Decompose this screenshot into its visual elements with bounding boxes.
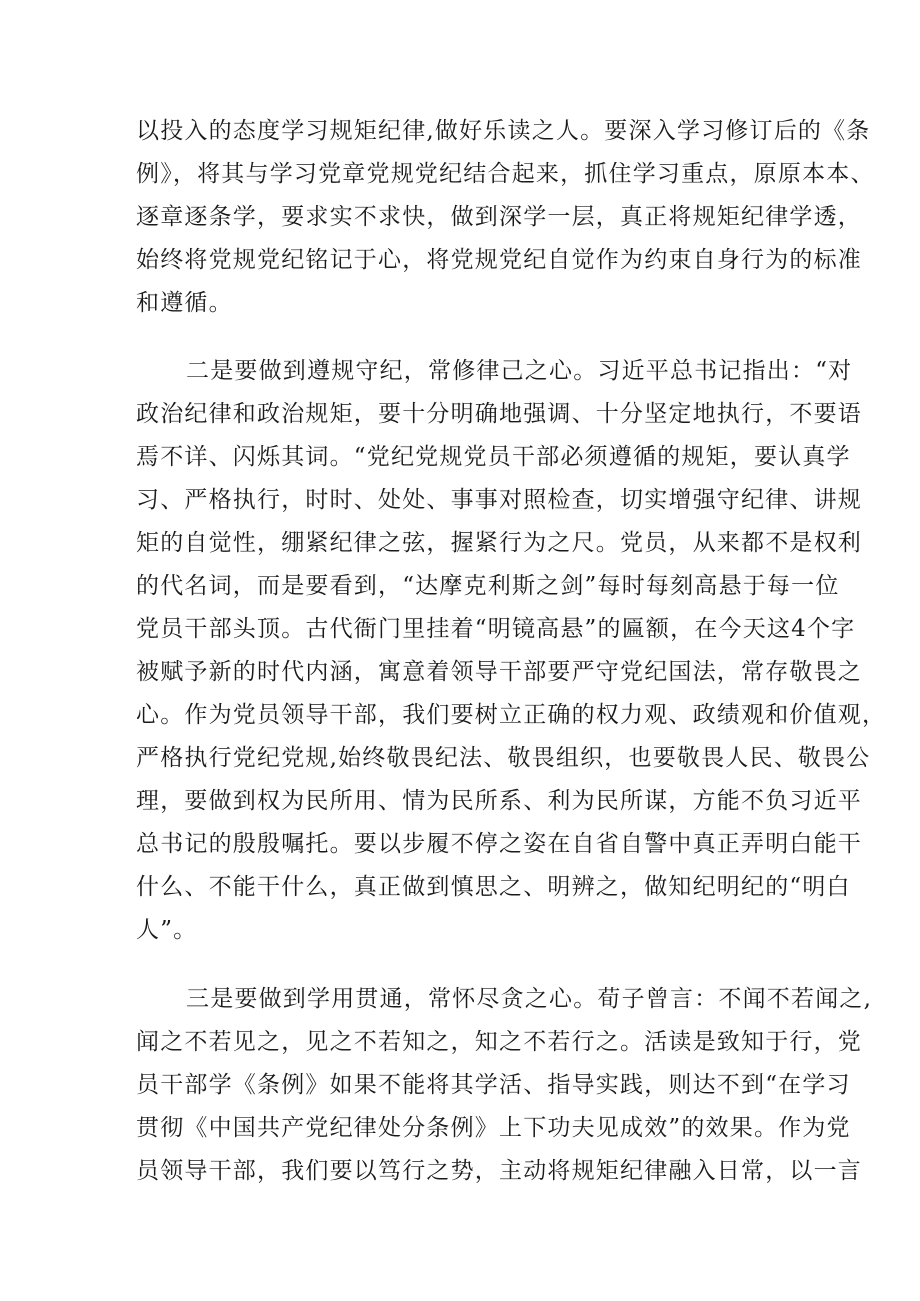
paragraph-2-line-10: 严格执行党纪党规,始终敬畏纪法、敬畏组织，也要敬畏人民、敬畏公 — [136, 745, 871, 771]
paragraph-1-line-2: 例》，将其与学习党章党规党纪结合起来，抓住学习重点，原原本本、 — [136, 161, 875, 187]
paragraph-3-line-4: 贯彻《中国共产党纪律处分条例》上下功夫见成效”的效果。作为党 — [136, 1115, 851, 1141]
paragraph-1-line-5: 和遵循。 — [136, 290, 233, 316]
paragraph-2-line-2: 政治纪律和政治规矩，要十分明确地强调、十分坚定地执行，不要语 — [136, 401, 862, 427]
paragraph-1-line-4: 始终将党规党纪铭记于心，将党规党纪自觉作为约束自身行为的标准 — [136, 247, 862, 273]
paragraph-3-line-3: 员干部学《条例》如果不能将其学活、指导实践，则达不到“在学习 — [136, 1072, 851, 1098]
paragraph-3-line-5: 员领导干部，我们要以笃行之势，主动将规矩纪律融入日常，以一言 — [136, 1158, 862, 1184]
paragraph-3-line-1: 三是要做到学用贯通，常怀尽贪之心。荀子曾言：不闻不若闻之, — [186, 986, 873, 1012]
paragraph-2-line-1: 二是要做到遵规守纪，常修律己之心。习近平总书记指出：“对 — [186, 358, 853, 384]
paragraph-2-line-7: 党员干部头顶。古代衙门里挂着“明镜高悬”的匾额，在今天这4个字 — [136, 616, 856, 642]
paragraph-3-line-2: 闻之不若见之，见之不若知之，知之不若行之。活读是致知于行，党 — [136, 1029, 862, 1055]
paragraph-2-line-9: 心。作为党员领导干部，我们要树立正确的权力观、政绩观和价值观， — [136, 702, 887, 728]
paragraph-2-line-13: 什么、不能干什么，真正做到慎思之、明辨之，做知纪明纪的“明白 — [136, 874, 851, 900]
paragraph-2-line-11: 理，要做到权为民所用、情为民所系、利为民所谋，方能不负习近平 — [136, 788, 862, 814]
paragraph-1-line-1: 以投入的态度学习规矩纪律,做好乐读之人。要深入学习修订后的《条 — [136, 118, 871, 144]
paragraph-2-line-5: 矩的自觉性，绷紧纪律之弦，握紧行为之尺。党员，从来都不是权利 — [136, 530, 862, 556]
paragraph-2-line-3: 焉不详、闪烁其词。“党纪党规党员干部必须遵循的规矩，要认真学 — [136, 444, 851, 470]
paragraph-2-line-8: 被赋予新的时代内涵，寓意着领导干部要严守党纪国法，常存敬畏之 — [136, 659, 862, 685]
paragraph-2-line-4: 习、严格执行，时时、处处、事事对照检查，切实增强守纪律、讲规 — [136, 487, 862, 513]
paragraph-2-line-14: 人”。 — [136, 917, 198, 943]
paragraph-2-line-6: 的代名词，而是要看到，“达摩克利斯之剑”每时每刻高悬于每一位 — [136, 573, 840, 599]
paragraph-1-line-3: 逐章逐条学，要求实不求快，做到深学一层，真正将规矩纪律学透， — [136, 204, 862, 230]
paragraph-2-line-12: 总书记的殷殷嘱托。要以步履不停之姿在自省自警中真正弄明白能干 — [136, 831, 862, 857]
